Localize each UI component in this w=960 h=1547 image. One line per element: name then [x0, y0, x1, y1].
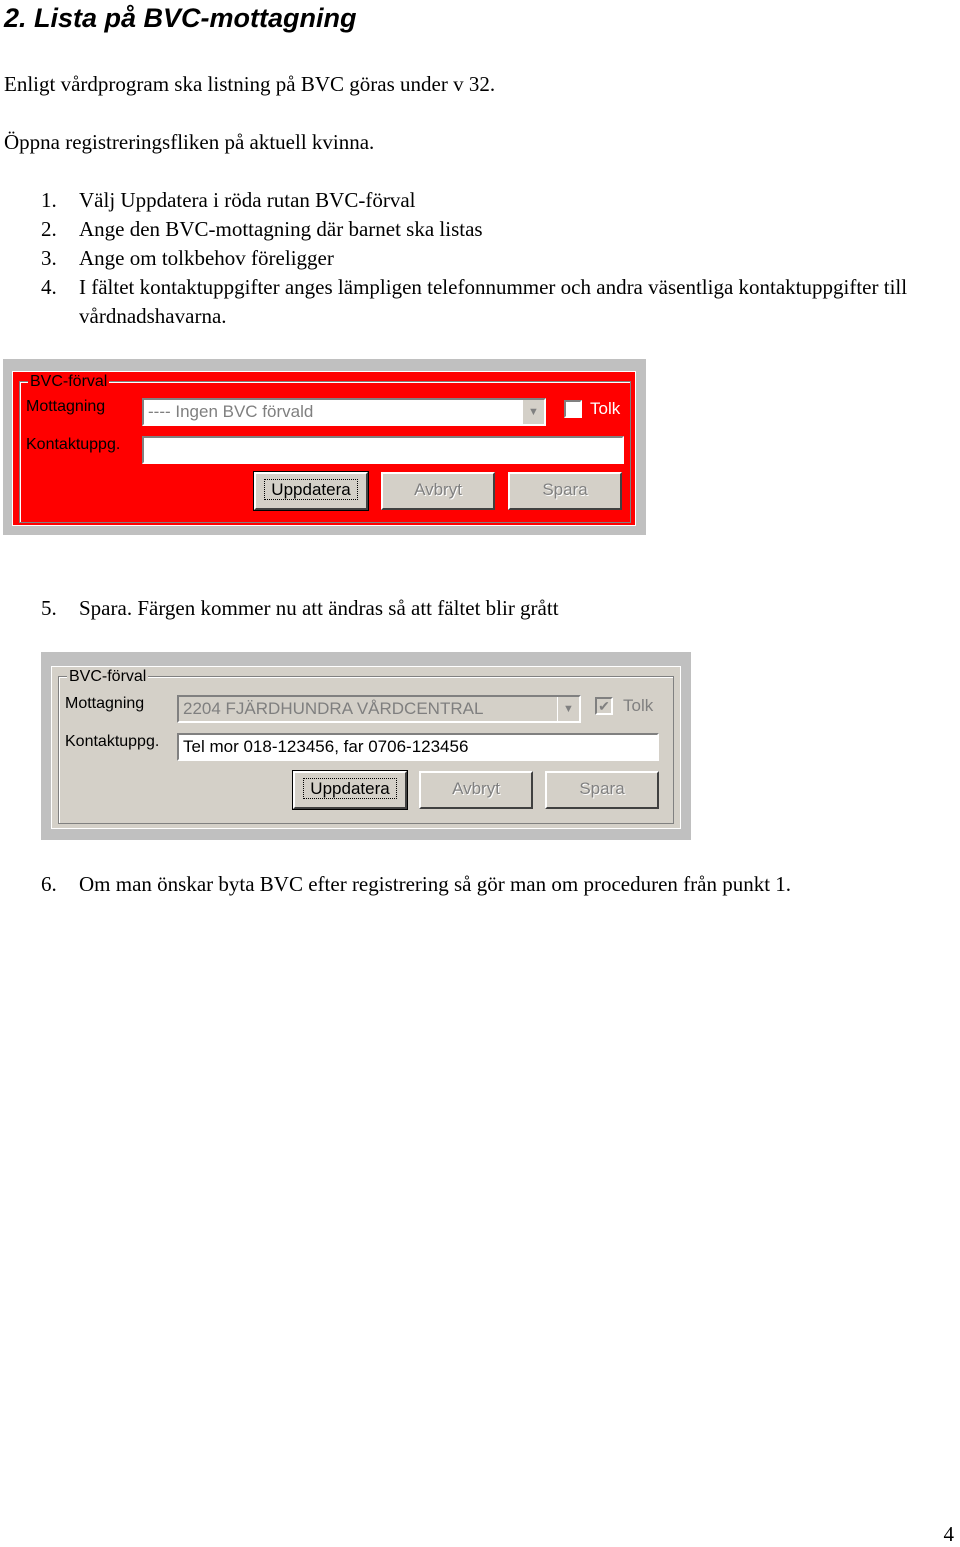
kontakt-label: Kontaktuppg.: [26, 436, 121, 453]
cancel-button[interactable]: Avbryt: [381, 472, 495, 510]
step-text: I fältet kontaktuppgifter anges lämpligen telefonnummer och andra väsentliga kontaktuppgifter till vårdnadshavarna.: [79, 275, 908, 328]
page-heading: 2. Lista på BVC-mottagning: [4, 3, 357, 33]
mottagning-label: Mottagning: [65, 695, 145, 712]
group-title: BVC-förval: [30, 373, 108, 390]
kontakt-input[interactable]: [142, 436, 624, 464]
kontakt-label: Kontaktuppg.: [65, 733, 160, 750]
step-4: [41, 273, 941, 331]
mottagning-value: ---- Ingen BVC förvald: [148, 402, 314, 421]
bvc-panel-red: [12, 371, 636, 526]
step-text: Ange om tolkbehov föreligger: [79, 246, 334, 270]
step-text: Ange den BVC-mottagning där barnet ska listas: [79, 217, 483, 241]
mottagning-select[interactable]: [177, 695, 581, 723]
update-button-label: Uppdatera: [264, 479, 357, 500]
update-button[interactable]: [254, 472, 368, 510]
bvc-panel-grey: [51, 666, 681, 829]
page-number: 4: [943, 1522, 954, 1546]
bvc-groupbox: [58, 668, 674, 824]
tolk-label: Tolk: [590, 399, 621, 418]
step-number: 6.: [41, 872, 57, 896]
chevron-down-icon[interactable]: ▼: [522, 400, 544, 424]
save-button[interactable]: Spara: [545, 771, 659, 809]
intro-paragraph-2: Öppna registreringsfliken på aktuell kvinna.: [4, 130, 375, 154]
update-button-label: Uppdatera: [303, 778, 396, 799]
step-number: 2.: [41, 217, 57, 241]
tolk-checkbox[interactable]: [564, 400, 582, 418]
bvc-groupbox: [19, 373, 631, 523]
kontakt-input[interactable]: Tel mor 018-123456, far 0706-123456: [177, 733, 659, 761]
screenshot-before-save: [3, 359, 646, 535]
screenshot-after-save: [41, 652, 691, 840]
tolk-label: Tolk: [623, 696, 654, 715]
step-5: [41, 594, 559, 623]
step-number: 3.: [41, 246, 57, 270]
step-number: 1.: [41, 188, 57, 212]
update-button[interactable]: [293, 771, 407, 809]
step-2: [41, 215, 483, 244]
step-text: Om man önskar byta BVC efter registrering så gör man om proceduren från punkt 1.: [79, 872, 792, 896]
step-text: Välj Uppdatera i röda rutan BVC-förval: [79, 188, 416, 212]
mottagning-label: Mottagning: [26, 398, 106, 415]
step-1: [41, 186, 415, 215]
mottagning-select[interactable]: [142, 398, 546, 426]
tolk-checkbox[interactable]: ✔: [595, 697, 613, 715]
intro-paragraph-1: Enligt vårdprogram ska listning på BVC göras under v 32.: [4, 72, 496, 96]
step-3: [41, 244, 334, 273]
cancel-button[interactable]: Avbryt: [419, 771, 533, 809]
step-text: Spara. Färgen kommer nu att ändras så att fältet blir grått: [79, 596, 559, 620]
chevron-down-icon[interactable]: ▼: [557, 697, 579, 721]
group-title: BVC-förval: [69, 668, 147, 685]
mottagning-value: 2204 FJÄRDHUNDRA VÅRDCENTRAL: [183, 699, 484, 718]
save-button[interactable]: Spara: [508, 472, 622, 510]
step-6: [41, 870, 791, 899]
step-number: 4.: [41, 275, 57, 299]
step-number: 5.: [41, 596, 57, 620]
